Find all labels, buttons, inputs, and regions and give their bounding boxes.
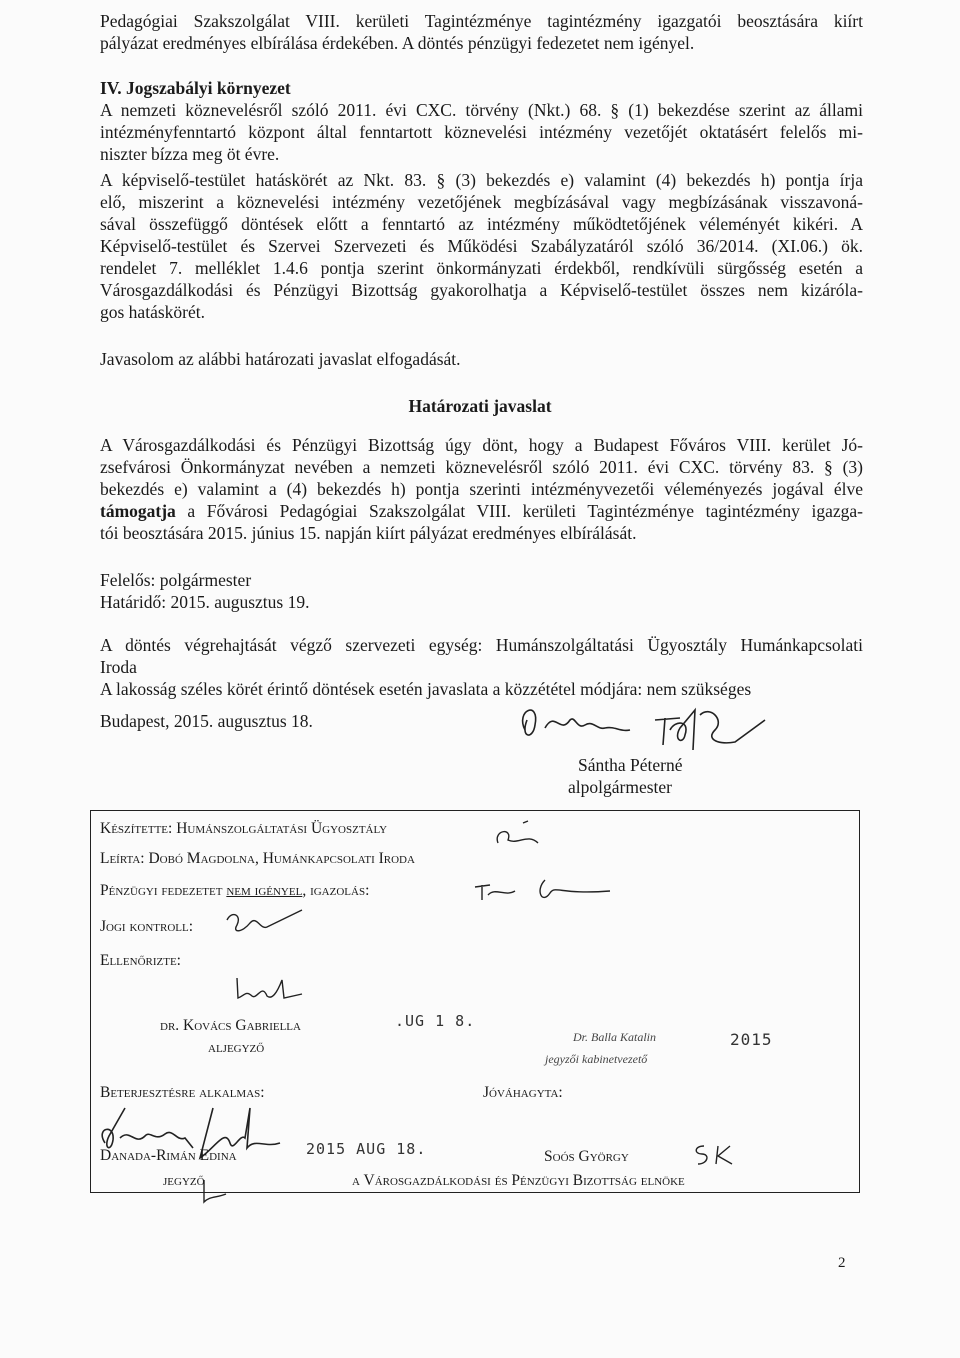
paragraph-line-rest: a Fővárosi Pedagógiai Szakszolgálat VIII. kerületi Tagintézménye tagintézmény igazga- (175, 501, 863, 521)
date-stamp-2: 2015 AUG 18. (306, 1140, 427, 1158)
financial-text: , igazolás: (302, 882, 370, 899)
paragraph-line: A döntés végrehajtását végző szervezeti egység: Humánszolgáltatási Ügyosztály Humánkapcsolati (100, 635, 863, 655)
initials-legal (222, 905, 312, 940)
support-word: támogatja (100, 501, 176, 521)
legal-paragraph-2 (100, 169, 863, 323)
prepared-by: Készítette: Humánszolgáltatási Ügyosztály (100, 820, 388, 837)
submit-label: Beterjesztésre alkalmas: (100, 1084, 265, 1101)
paragraph-line: rendelet 7. melléklet 1.4.6 pontja szerint önkormányzati érdekből, rendkívüli sürgősség esetén a (100, 258, 863, 278)
initials-prepared (488, 815, 548, 855)
deputy-mayor-signature (505, 690, 785, 760)
written-by: Leírta: Dobó Magdolna, Humánkapcsolati Iroda (100, 850, 415, 867)
paragraph-line: niszter bízza meg öt évre. (100, 144, 280, 164)
intro-line: pályázat eredményes elbírálása érdekében. A döntés pénzügyi fedezetet nem igényel. (100, 33, 695, 53)
intro-line: Pedagógiai Szakszolgálat VIII. kerületi Tagintézménye tagintézmény igazgatói beosztására kiírt (100, 11, 863, 31)
notary-title: jegyző (163, 1172, 205, 1189)
paragraph-line: Városgazdálkodási és Pénzügyi Bizottság gyakorolhatja a Képviselő-testület összes nem kizáróla- (100, 280, 863, 300)
paragraph-line: A képviselő-testület hatáskörét az Nkt. 83. § (3) bekezdés e) valamint (4) bekezdés h) pontja írja (100, 170, 863, 190)
notary-name: Danada-Rimán Edina (100, 1147, 237, 1164)
publication-line: A lakosság széles körét érintő döntések esetén javaslata a közzététel módjára: nem szükséges (100, 679, 752, 699)
intro-paragraph (100, 10, 863, 54)
paragraph-line: tói beosztására 2015. június 15. napján kiírt pályázat eredményes elbírálását. (100, 523, 637, 543)
chair-name: Soós György (544, 1148, 629, 1165)
notary-initial (196, 1178, 236, 1208)
checked-by: Ellenőrizte: (100, 952, 181, 969)
resolution-title: Határozati javaslat (408, 396, 552, 416)
signer-name: Sántha Péterné (578, 755, 683, 775)
paragraph-line (100, 500, 863, 522)
proposal-intro: Javasolom az alábbi határozati javaslat elfogadását. (100, 349, 461, 369)
paragraph-line: sával összefüggő döntések előtt a fenntartó az intézmény működtetőjének véleményét kikéri. A (100, 214, 863, 234)
executor-paragraph (100, 634, 863, 678)
legal-control: Jogi kontroll: (100, 918, 194, 935)
stamp-note-name: Dr. Balla Katalin (573, 1030, 657, 1044)
section-heading: IV. Jogszabályi környezet (100, 78, 291, 98)
deadline-line: Határidő: 2015. augusztus 19. (100, 592, 310, 612)
paragraph-line: gos hatáskörét. (100, 302, 205, 322)
paragraph-line: bekezdés e) valamint a (4) bekezdés h) pontja szerinti intézményvezetői véleményezés jogával élve (100, 479, 863, 499)
financial-line (100, 880, 369, 902)
initials-financial (470, 875, 620, 910)
checker-title: aljegyző (208, 1039, 265, 1056)
signer-title: alpolgármester (568, 777, 672, 797)
paragraph-line: A nemzeti köznevelésről szóló 2011. évi CXC. törvény (Nkt.) 68. § (1) bekezdése szerint az állami (100, 100, 863, 120)
paragraph-line: zsefvárosi Önkormányzat nevében a nemzeti köznevelésről szóló 2011. évi CXC. törvény 83. § (3) (100, 457, 863, 477)
place-date: Budapest, 2015. augusztus 18. (100, 711, 313, 731)
chair-initials (690, 1138, 750, 1168)
chair-title: a Városgazdálkodási és Pénzügyi Bizottság elnöke (352, 1172, 685, 1189)
approved-label: Jóváhagyta: (483, 1084, 563, 1101)
stamp-note-title: jegyzői kabinetvezető (545, 1052, 648, 1066)
stamp-year: 2015 (730, 1030, 773, 1049)
paragraph-line: A Városgazdálkodási és Pénzügyi Bizottság úgy dönt, hogy a Budapest Főváros VIII. kerület Jó- (100, 435, 863, 455)
legal-paragraph-1 (100, 99, 863, 165)
paragraph-line: elő, miszerint a köznevelési intézmény vezetőjének megbízásával vagy megbízásának visszavoná- (100, 192, 863, 212)
paragraph-line: intézményfenntartó központ által fenntartott köznevelési intézmény vezetőjét oktatásért felelős mi- (100, 122, 863, 142)
paragraph-line: Képviselő-testület és Szervei Szervezeti és Működési Szabályzatáról szóló 36/2014. (XI.06.) ök. (100, 236, 863, 256)
paragraph-line: Iroda (100, 657, 137, 677)
page-number: 2 (838, 1255, 846, 1271)
responsible-line: Felelős: polgármester (100, 570, 252, 590)
financial-text: Pénzügyi fedezetet (100, 882, 227, 899)
checker-name: dr. Kovács Gabriella (160, 1017, 301, 1034)
initials-checked (232, 968, 312, 1008)
resolution-paragraph (100, 434, 863, 544)
date-stamp-1: .UG 1 8. (395, 1012, 476, 1030)
financial-underlined: nem igényel (226, 882, 303, 899)
